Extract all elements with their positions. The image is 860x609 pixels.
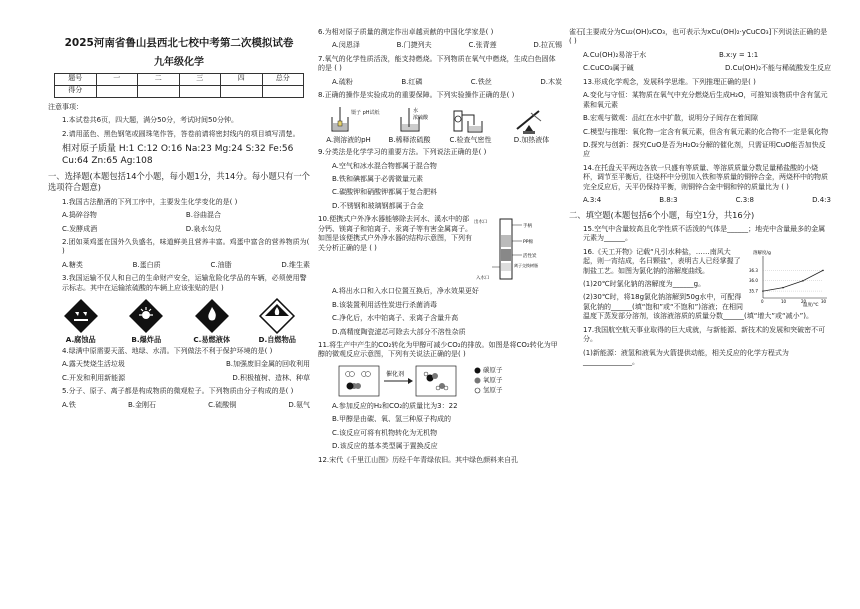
option[interactable]: B.红磷 [401,77,423,86]
question-4: 4.绿满中原需要天蓝、地绿、水清。下列做法不利于保护环境的是( ) [62,346,273,355]
option[interactable]: C.发酵成酒 [62,224,98,233]
legend-hydrogen: 氢原子 [474,386,503,395]
atomic-masses: 相对原子质量 H:1 C:12 O:16 Na:23 Mg:24 S:32 Fe:56 Cu:64 Zn:65 Ag:108 [62,143,294,167]
option[interactable]: A.糖类 [62,260,83,269]
lab-b[interactable] [383,105,437,145]
option[interactable]: C.该反应可将有机物转化为无机物 [332,428,438,437]
option[interactable]: C.硫酸铜 [208,400,237,409]
q5-options [48,401,310,410]
question-7: 7.氧气的化学性质活泼，能支持燃烧。下列物质在氧气中燃烧，生成白色固体的是 ( ) [318,54,556,73]
option[interactable]: A.Cu(OH)₂易溶于水 [583,50,647,59]
hazard-c-label: C.易燃液体 [193,335,231,345]
score-table [54,73,304,98]
q7-options [318,78,562,87]
q2-options [48,261,310,270]
tweezers-ph-label: 镊子 pH试纸 [350,109,380,116]
option[interactable]: B.宏观与微观：品红在水中扩散，说明分子间存在着间隙 [583,114,759,123]
corrosive-sign-icon [64,299,98,333]
x-tick-label: 10 [781,298,787,304]
flammable-liquid-sign-icon [195,299,229,333]
option[interactable]: B.蛋白质 [132,260,161,269]
q4-options-ab [48,360,310,369]
legend-oxygen: 氧原子 [474,376,503,385]
catalyst-label: 催化剂 [386,370,405,378]
lab-c-label: C.检查气密性 [449,135,492,144]
score-cell[interactable] [262,85,304,97]
option[interactable]: D.氨气 [288,400,310,409]
question-8: 8.正确的操作是实验成功的重要保障。下列实验操作正确的是( ) [318,91,515,100]
option[interactable]: B.门捷列夫 [396,41,432,50]
option[interactable]: C.开发和利用新能源 [62,373,126,382]
option[interactable]: C.碳酸钾和硝酸钾都属于复合肥料 [332,188,438,197]
spontaneous-combustion-sign-icon [260,299,294,333]
q1-options-ab [48,211,310,220]
column-left [48,28,310,414]
option[interactable]: A.变化与守恒：某物质在氧气中充分燃烧后生成H₂O，可推知该物质中含有氢元素和氧元素 [583,91,828,109]
option[interactable]: D.木炭 [540,77,562,86]
score-label: 得分 [55,85,97,97]
oxygen-atom-icon [474,377,481,384]
option[interactable]: D.不锈钢和玻璃钢都属于合金 [332,201,424,210]
option[interactable]: C.张青莲 [468,41,497,50]
y-tick-label: 35.7 [749,288,758,294]
hazard-a[interactable] [55,299,107,345]
q12-options-cd [569,64,831,73]
hazard-a-label: A.腐蚀品 [65,335,96,345]
notice-heading: 注意事项： [48,102,83,111]
option[interactable]: A.铁 [62,400,76,409]
option[interactable]: A.露天焚烧生活垃圾 [62,360,125,369]
y-tick-label: 36.3 [749,267,758,273]
option[interactable]: C.油脂 [210,260,232,269]
option[interactable]: D.泉水勾兑 [185,224,222,233]
option[interactable]: D.Cu(OH)₂不能与稀硫酸发生反应 [725,64,831,73]
question-1: 1.我国古法酿酒的下列工序中，主要发生化学变化的是( ) [62,197,238,206]
question-6: 6.为相对原子质量的测定作出卓越贡献的中国化学家是( ) [318,28,494,36]
option[interactable]: A.空气和冰水混合物都属于混合物 [332,161,437,170]
hazard-d-label: D.自燃物品 [258,335,296,345]
column-middle [318,28,562,469]
option[interactable]: A.硫粉 [332,77,353,86]
reaction-legend [474,366,503,395]
q6-options [318,41,562,50]
option[interactable]: B.该装置利用活性炭进行杀菌消毒 [332,300,438,309]
inlet-label: 入水口 [476,276,490,282]
q1-options-cd [48,225,310,234]
option[interactable]: B.甲醇是由碳、氧、氢三种原子构成的 [332,415,452,424]
option[interactable]: A.捣碎谷物 [62,211,97,220]
q4-options-cd [48,374,310,383]
option[interactable]: D.该反应的基本类型属于置换反应 [332,442,438,451]
explosive-sign-icon [129,299,163,333]
lab-c[interactable] [444,105,498,145]
carbon-label: 活性炭 [523,254,537,260]
chart-xlabel: 温度/℃ [803,302,819,308]
score-cell[interactable] [221,85,263,97]
option[interactable]: B.8:3 [659,196,678,205]
score-head-4: 四 [221,73,263,85]
question-11: 11.将生产中产生的CO₂转化为甲醇可减少CO₂的排放。如图是将CO₂转化为甲醇的微观反应示意图，下列有关说法正确的是( ) [318,341,558,359]
lab-a[interactable] [322,105,380,145]
option[interactable]: D.高精度陶瓷滤芯可除去大部分不溶性杂质 [332,327,466,336]
question-15[interactable]: 15.空气中含量较高且化学性质不活泼的气体是______；地壳中含量最多的金属元素为______。 [583,224,826,243]
hydrogen-atom-icon [474,387,481,394]
dilute-acid-icon [387,105,433,135]
carbon-atom-icon [474,367,481,374]
lab-b-label: B.稀释浓硫酸 [388,135,431,144]
water-label: 水 [412,107,418,114]
water-purifier-diagram-icon [474,215,556,287]
option[interactable]: C.CuCO₃属于碱 [583,64,634,73]
x-tick-label: 0 [761,298,764,304]
hazard-b-label: B.爆炸品 [131,335,162,345]
option[interactable]: A.将出水口和入水口位置互换后，净水效果更好 [332,287,479,296]
lab-a-label: A.测溶液的pH [326,135,371,144]
chart-title: 溶解度/g [753,250,771,256]
option[interactable]: B.加强废旧金属的回收利用 [225,360,310,369]
option[interactable]: B.x:y = 1:1 [719,50,759,59]
question-13: 13.形成化学观念，发展科学思维。下列推理正确的是( ) [583,77,756,86]
hazard-d[interactable] [251,299,303,345]
q14-options [569,196,831,205]
question-5: 5.分子、原子、离子都是构成物质的微观粒子。下列物质由分子构成的是( ) [62,387,294,396]
handle-label: 手柄 [523,224,532,230]
question-10: 10.便携式户外净水器能够除去河水、溪水中的部分钙、镁离子和铂离子、汞离子等有害金属离子。如图是该便携式户外净水器的结构示意图，下列有关分析正确的是 ( ) [318,215,472,252]
option[interactable]: C.净化后，水中铂离子、汞离子含量升高 [332,314,459,323]
option[interactable]: D.拉瓦锡 [533,41,562,50]
notice-2: 2.请用蓝色、黑色钢笔或圆珠笔作答，答卷前请将密封线内的项目填写清楚。 [62,129,300,138]
score-cell[interactable] [96,85,138,97]
option[interactable]: C.3:8 [735,196,754,205]
score-head-3: 三 [179,73,221,85]
heating-liquid-icon [509,105,555,135]
score-head-5: 总分 [262,73,304,85]
reaction-diagram [338,364,562,398]
question-17: 17.我国航空航天事业取得的巨大成就，与新能源、新技术的发展和突破密不可分。 [583,325,826,344]
airtightness-check-icon [448,105,494,135]
question-9: 9.分类法是化学学习的重要方法。下列说法正确的是( ) [318,148,487,157]
question-14: 14.在托盘天平两边各放一只盛有等质量、等溶质质量分数足量稀盐酸的小烧杯，调节至平衡后，往烧杯中分别加入铁和等质量的铜锌合金，两烧杯中的物质完全反应后，天平仍保持平衡，则铜锌合金中铜和锌的质量比为 ( ) [583,163,828,191]
resin-label: 离子交换树脂 [514,263,538,269]
section-1-heading: 一、选择题(本题包括14个小题，每小题1分，共14分。每小题只有一个选项符合题意) [48,171,310,193]
lab-operations [318,105,562,145]
question-16: 16.《天工开物》记载“凡引水种盐，……南风大起，则一宵结成，名曰颗盐”，表明古人已经掌握了制盐工艺。如图为氯化钠的溶解度曲线。 [583,247,741,275]
question-12-cont: 雀石[主要成分为Cu₂(OH)₂CO₃，也可表示为xCu(OH)₂·yCuCO₃]下列说法正确的是 ( ) [569,28,828,46]
score-head-2: 二 [138,73,180,85]
option[interactable]: B.铁和碘都属于必需微量元素 [332,174,424,183]
q12-options-ab [569,51,831,60]
question-2: 2.团如莱鸡蛋在国外久负盛名，味道鲜美且营养丰富。鸡蛋中富含的营养物质为( ) [62,237,310,256]
question-16-1[interactable]: (1)20℃时氯化钠的溶解度为______g。 [583,279,706,288]
option[interactable]: D.维生素 [281,260,310,269]
data-point [782,286,784,288]
score-cell[interactable] [138,85,180,97]
score-head-1: 一 [96,73,138,85]
score-head-0: 题号 [55,73,97,85]
data-point [822,269,824,271]
hazard-b[interactable] [120,299,172,345]
outlet-label: 出水口 [474,220,488,226]
option[interactable]: B.金刚石 [128,400,157,409]
option[interactable]: A.参加反应的H₂和CO₂的质量比为3：22 [332,401,458,410]
option[interactable]: D.探究与创新：探究CuO是否为H₂O₂分解的催化剂，只需证明CuO能否加快反应 [583,140,826,159]
option[interactable]: A.3:4 [583,196,602,205]
hazard-c[interactable] [186,299,238,345]
notice-1: 1.本试卷共6页，四大题，满分50分，考试时间50分钟。 [62,116,238,125]
lab-d-label: D.加热液体 [513,135,550,144]
option[interactable]: B.谷曲混合 [185,211,221,220]
pp-label: PP棉 [523,240,533,246]
conc-acid-label: 浓硫酸 [412,114,428,121]
y-tick-label: 36.0 [749,277,758,283]
q10-block [318,215,562,287]
question-3: 3.我国运输不仅人和自己的生命财产安全，运输危险化学品的车辆，必须使用警示标志。其中在运输浓硫酸的车辆上应该张贴的是( ) [62,274,307,292]
question-12: 12.宋代《千里江山图》历经千年青绿依旧。其中绿色颜料来自孔 [318,455,519,464]
x-tick-label: 20 [801,298,807,304]
option[interactable]: A.闵恩泽 [332,41,360,50]
lab-d[interactable] [505,105,559,145]
x-tick-label: 30 [821,298,827,304]
option[interactable]: C.铁丝 [470,77,492,86]
column-right [569,28,831,371]
molecular-reaction-icon [338,364,468,398]
solubility-chart [747,248,831,308]
question-17-1[interactable]: (1)新能源：液氢和液氧为火箭提供动能，相关反应的化学方程式为______________。 [583,348,789,366]
ph-test-icon [326,105,380,135]
option[interactable]: C.模型与推理：氧化物一定含有氧元素，但含有氧元素的化合物不一定是氧化物 [583,127,829,136]
option[interactable]: D.积极植树、造林、种草 [232,373,310,382]
hazard-signs [48,299,310,345]
score-cell[interactable] [179,85,221,97]
question-16-2[interactable]: (2)30℃时，将18g氯化钠溶解到50g水中，可配得氯化钠的______(填“饱和”或“不饱和”)溶液；在相同温度下蒸发部分溶剂，该溶液溶质的质量分数______(填“增大”或“减小”)。 [583,293,813,321]
option[interactable]: D.4:3 [812,196,831,205]
section-2-heading: 二、填空题(本题包括6个小题，每空1分，共16分) [569,209,755,220]
exam-subtitle: 九年级化学 [154,57,204,69]
legend-carbon: 碳原子 [474,366,503,375]
exam-title: 2025河南省鲁山县西北七校中考第二次模拟试卷 [64,37,294,49]
